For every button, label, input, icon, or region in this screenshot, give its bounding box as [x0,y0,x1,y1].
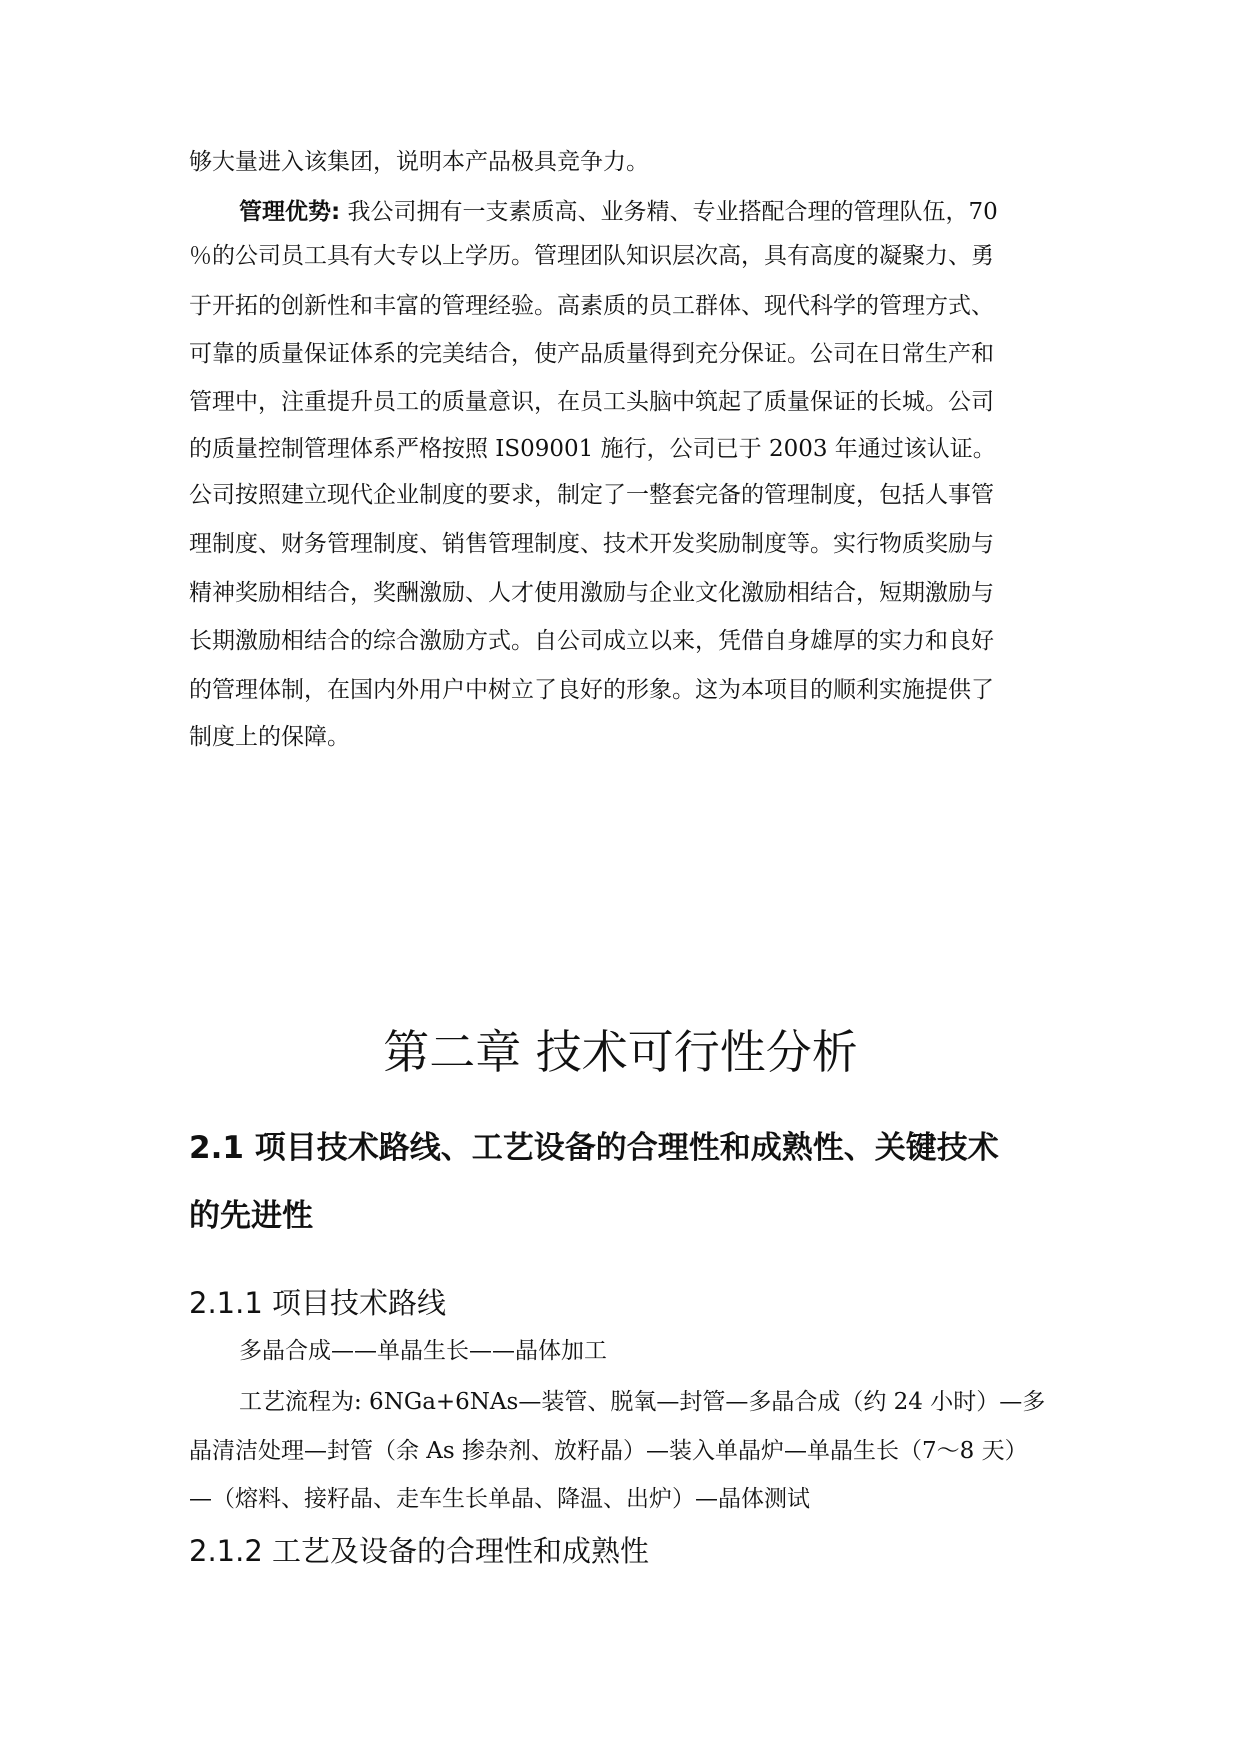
management-first-line-text: 我公司拥有一支素质高、业务精、专业搭配合理的管理队伍，70 [347,199,998,225]
management-line: 管理中，注重提升员工的质量意识，在员工头脑中筑起了质量保证的长城。公司 [189,389,994,415]
section-2-1-title-line1: 2.1 项目技术路线、工艺设备的合理性和成熟性、关键技术 [189,1130,999,1166]
system-line: 公司按照建立现代企业制度的要求，制定了一整套完备的管理制度，包括人事管 [189,482,994,508]
management-line: ％的公司员工具有大专以上学历。管理团队知识层次高，具有高度的凝聚力、勇 [189,243,994,269]
management-line: 的质量控制管理体系严格按照 IS09001 施行，公司已于 2003 年通过该认证。 [189,436,996,462]
management-line: 于开拓的创新性和丰富的管理经验。高素质的员工群体、现代科学的管理方式、 [189,293,994,319]
section-2-1-title-line2: 的先进性 [189,1198,313,1234]
management-lead-sep: : [331,199,341,225]
continuation-line: 够大量进入该集团，说明本产品极具竞争力。 [189,149,649,175]
process-line: 工艺流程为: 6NGa+6NAs—装管、脱氧—封管—多晶合成（约 24 小时）—多 [239,1389,1046,1415]
management-lead: 管理优势 [239,199,331,225]
section-2-1-2-title: 2.1.2 工艺及设备的合理性和成熟性 [189,1534,650,1568]
system-line: 的管理体制，在国内外用户中树立了良好的形象。这为本项目的顺利实施提供了 [189,677,994,703]
system-line: 理制度、财务管理制度、销售管理制度、技术开发奖励制度等。实行物质奖励与 [189,531,994,557]
process-line: —（熔料、接籽晶、走车生长单晶、降温、出炉）—晶体测试 [189,1486,810,1512]
chapter-title: 第二章 技术可行性分析 [383,1025,858,1079]
process-line: 晶清洁处理—封管（余 As 掺杂剂、放籽晶）—装入单晶炉—单晶生长（7～8 天） [189,1438,1028,1464]
system-line: 长期激励相结合的综合激励方式。自公司成立以来，凭借自身雄厚的实力和良好 [189,628,994,654]
system-line: 制度上的保障。 [189,724,350,750]
section-2-1-1-title: 2.1.1 项目技术路线 [189,1286,447,1320]
management-first-line [239,197,1059,227]
system-line: 精神奖励相结合，奖酬激励、人才使用激励与企业文化激励相结合，短期激励与 [189,580,994,606]
route-line: 多晶合成——单晶生长——晶体加工 [239,1338,607,1364]
management-line: 可靠的质量保证体系的完美结合，使产品质量得到充分保证。公司在日常生产和 [189,341,994,367]
